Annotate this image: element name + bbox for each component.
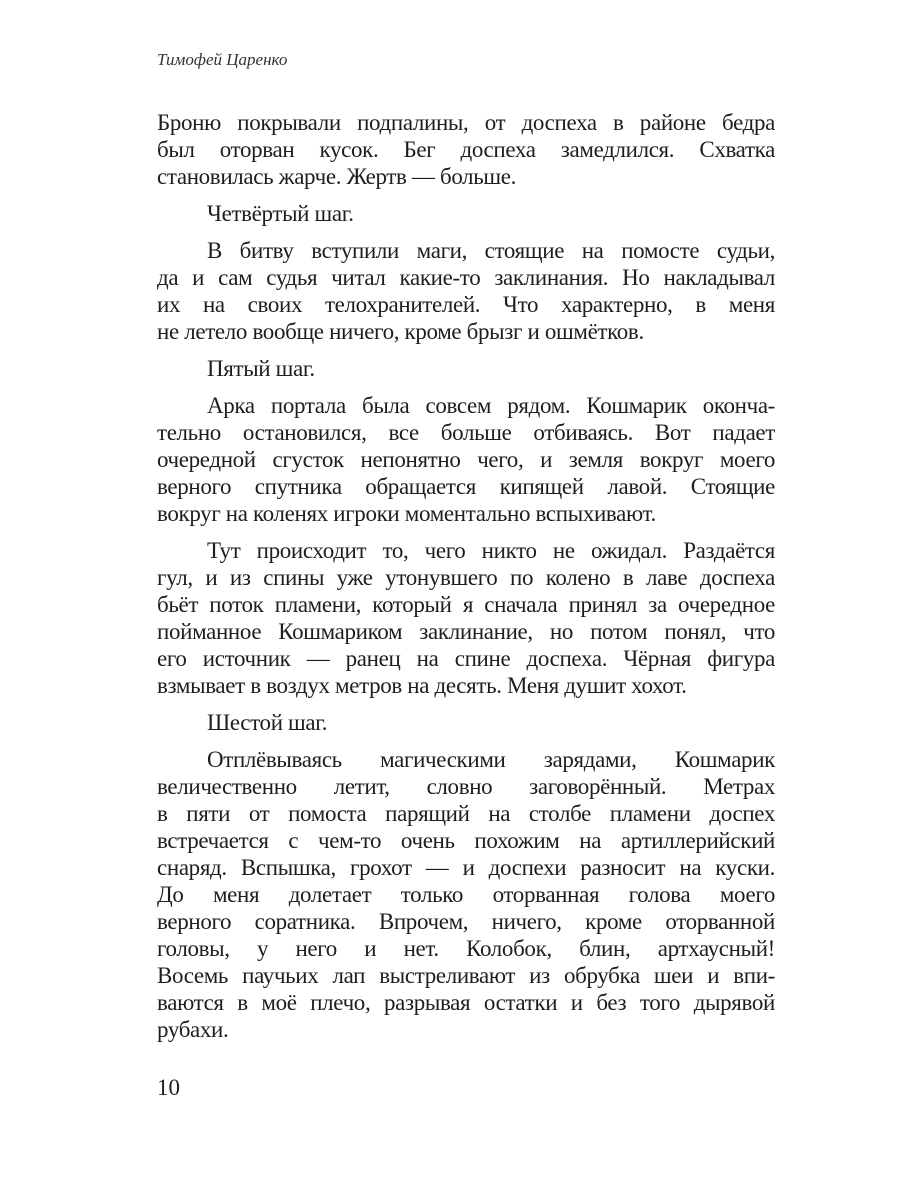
text-line: До меня долетает только оторванная голова моего — [157, 882, 775, 907]
paragraph — [157, 200, 775, 227]
paragraph — [157, 237, 775, 345]
text-line: Шестой шаг. — [207, 710, 328, 735]
text-line: становилась жарче. Жертв — больше. — [157, 164, 517, 189]
text-line: Восемь паучьих лап выстреливают из обрубка шеи и впи- — [157, 963, 775, 988]
text-line: Броню покрывали подпалины, от доспеха в районе бедра — [157, 110, 775, 135]
text-line: их на своих телохранителей. Что характерно, в меня — [157, 292, 775, 317]
text-line: Арка портала была совсем рядом. Кошмарик оконча- — [207, 393, 775, 418]
text-line: не летело вообще ничего, кроме брызг и ошмётков. — [157, 319, 644, 344]
text-line: пойманное Кошмариком заклинание, но потом понял, что — [157, 619, 775, 644]
text-line: гул, и из спины уже утонувшего по колено в лаве доспеха — [157, 565, 775, 590]
paragraph — [157, 709, 775, 736]
body-text — [157, 109, 775, 1053]
text-line: да и сам судья читал какие-то заклинания. Но накладывал — [157, 265, 775, 290]
text-line: бьёт поток пламени, который я сначала принял за очередное — [157, 592, 775, 617]
text-line: Пятый шаг. — [207, 356, 315, 381]
paragraph — [157, 537, 775, 699]
paragraph — [157, 746, 775, 1043]
text-line: в пяти от помоста парящий на столбе пламени доспех — [157, 801, 775, 826]
text-line: встречается с чем-то очень похожим на артиллерийский — [157, 828, 775, 853]
paragraph — [157, 109, 775, 190]
text-line: верного спутника обращается кипящей лавой. Стоящие — [157, 474, 775, 499]
text-line: рубахи. — [157, 1017, 229, 1042]
text-line: В битву вступили маги, стоящие на помосте судьи, — [207, 238, 775, 263]
page-number: 10 — [157, 1075, 180, 1100]
text-line: снаряд. Вспышка, грохот — и доспехи разносит на куски. — [157, 855, 775, 880]
text-line: вокруг на коленях игроки моментально вспыхивают. — [157, 501, 656, 526]
text-line: головы, у него и нет. Колобок, блин, артхаусный! — [157, 936, 775, 961]
paragraph — [157, 392, 775, 527]
running-header-author: Тимофей Царенко — [157, 50, 288, 69]
paragraph — [157, 355, 775, 382]
text-line: Четвёртый шаг. — [207, 201, 354, 226]
text-line: тельно остановился, все больше отбиваясь. Вот падает — [157, 420, 775, 445]
text-line: был оторван кусок. Бег доспеха замедлился. Схватка — [157, 137, 775, 162]
text-line: Отплёвываясь магическими зарядами, Кошмарик — [207, 747, 775, 772]
text-line: Тут происходит то, чего никто не ожидал. Раздаётся — [207, 538, 775, 563]
text-line: его источник — ранец на спине доспеха. Чёрная фигура — [157, 646, 775, 671]
text-line: величественно летит, словно заговорённый. Метрах — [157, 774, 775, 799]
text-line: верного соратника. Впрочем, ничего, кроме оторванной — [157, 909, 775, 934]
text-line: очередной сгусток непонятно чего, и земля вокруг моего — [157, 447, 775, 472]
text-line: взмывает в воздух метров на десять. Меня душит хохот. — [157, 673, 687, 698]
text-line: ваются в моё плечо, разрывая остатки и без того дырявой — [157, 990, 775, 1015]
